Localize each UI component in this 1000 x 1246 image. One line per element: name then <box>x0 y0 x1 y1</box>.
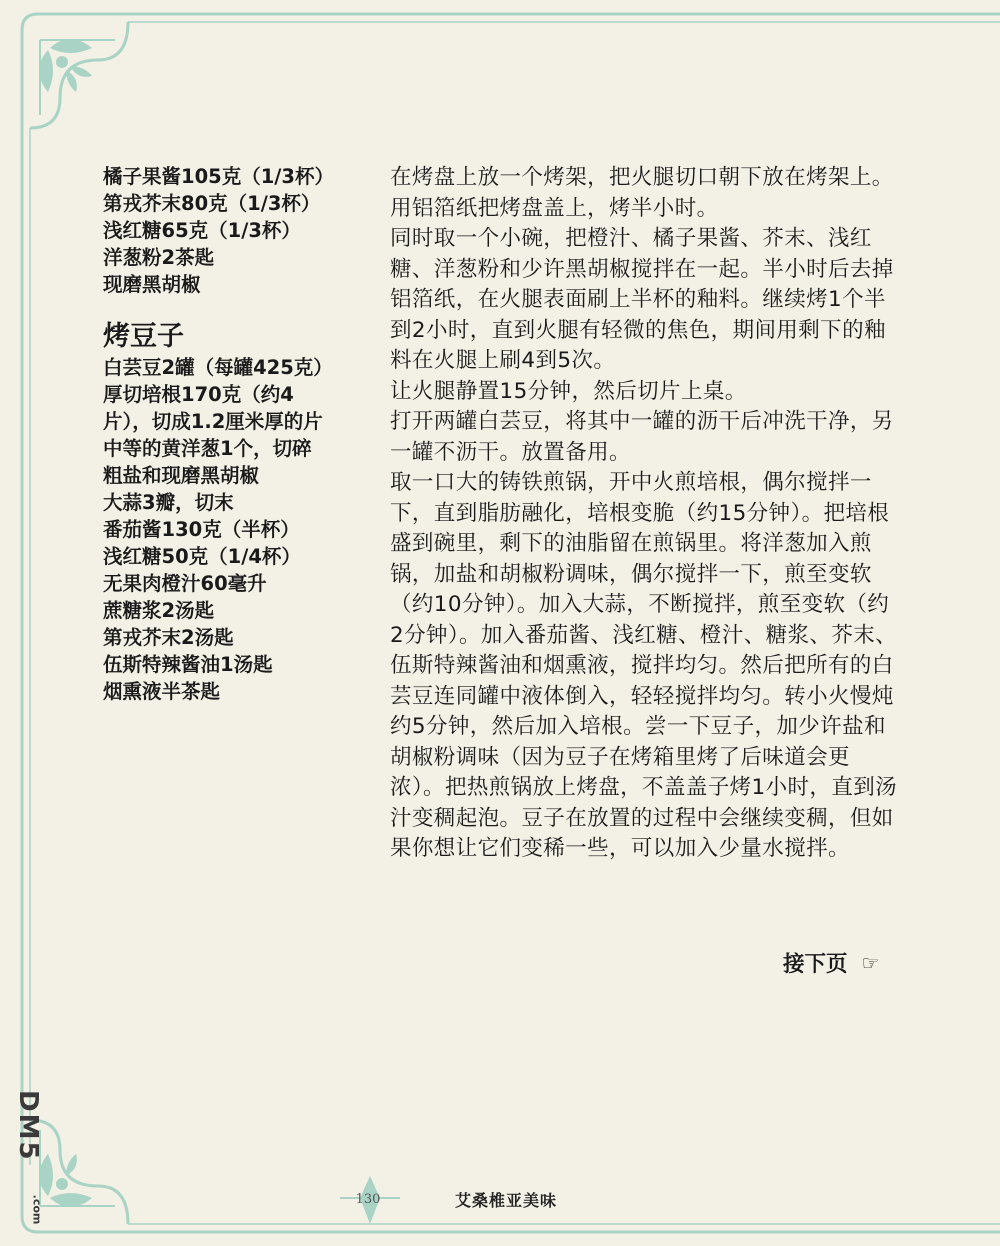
ingredient-item: 白芸豆2罐（每罐425克） <box>103 356 333 379</box>
page-number: 130 <box>355 1192 381 1207</box>
ingredients-list-beans <box>103 354 335 705</box>
ingredient-item: 中等的黄洋葱1个，切碎 <box>103 437 312 460</box>
ingredient-item: 橘子果酱105克（1/3杯） <box>103 165 334 188</box>
pointing-hand-icon: ☞ <box>861 950 880 975</box>
watermark-domain: .com <box>30 1194 44 1225</box>
ingredients-list-ham <box>103 163 335 298</box>
watermark-logo: DM5 <box>13 1090 43 1162</box>
instruction-paragraph: 取一口大的铸铁煎锅，开中火煎培根，偶尔搅拌一下，直到脂肪融化，培根变脆（约15分钟）。把培根盛到碗里，剩下的油脂留在煎锅里。将洋葱加入煎锅，加盐和胡椒粉调味，偶尔搅拌一下，煎至变软（约10分钟）。加入大蒜，不断搅拌，煎至变软（约2分钟）。加入番茄酱、浅红糖、橙汁、糖浆、芥末、伍斯特辣酱油和烟熏液，搅拌均匀。然后把所有的白芸豆连同罐中液体倒入，轻轻搅拌均匀。转小火慢炖约5分钟，然后加入培根。尝一下豆子，加少许盐和胡椒粉调味（因为豆子在烤箱里烤了后味道会更浓）。把热煎锅放上烤盘，不盖盖子烤1小时，直到汤汁变稠起泡。豆子在放置的过程中会继续变稠，但如果你想让它们变稀一些，可以加入少量水搅拌。 <box>390 470 898 861</box>
section-title-baked-beans: 烤豆子 <box>103 321 184 352</box>
ingredients-column <box>103 163 335 705</box>
instruction-paragraph: 让火腿静置15分钟，然后切片上桌。 <box>390 378 747 404</box>
ingredient-item: 伍斯特辣酱油1汤匙 <box>103 653 273 676</box>
ingredient-item: 无果肉橙汁60毫升 <box>103 572 267 595</box>
ingredient-item: 第戎芥末2汤匙 <box>103 626 234 649</box>
instruction-paragraph: 同时取一个小碗，把橙汁、橘子果酱、芥末、浅红糖、洋葱粉和少许黑胡椒搅拌在一起。半小时后去掉铝箔纸，在火腿表面刷上半杯的釉料。继续烤1个半到2小时，直到火腿有轻微的焦色，期间用剩下的釉料在火腿上刷4到5次。 <box>390 226 894 373</box>
ingredient-item: 厚切培根170克（约4片），切成1.2厘米厚的片 <box>103 383 323 433</box>
instruction-paragraph: 在烤盘上放一个烤架，把火腿切口朝下放在烤架上。用铝箔纸把烤盘盖上，烤半小时。 <box>390 165 894 221</box>
ingredient-item: 蔗糖浆2汤匙 <box>103 599 215 622</box>
ingredient-item: 第戎芥末80克（1/3杯） <box>103 192 321 215</box>
instruction-paragraph: 打开两罐白芸豆，将其中一罐的沥干后冲洗干净，另一罐不沥干。放置备用。 <box>390 409 894 465</box>
next-page-label: 接下页 <box>783 952 848 977</box>
ingredient-item: 粗盐和现磨黑胡椒 <box>103 464 260 487</box>
ingredient-item: 番茄酱130克（半杯） <box>103 518 300 541</box>
continue-next-page[interactable] <box>783 947 879 978</box>
ingredient-item: 浅红糖65克（1/3杯） <box>103 219 301 242</box>
instructions-column <box>390 163 900 865</box>
ingredient-item: 浅红糖50克（1/4杯） <box>103 545 301 568</box>
ingredient-item: 烟熏液半茶匙 <box>103 680 221 703</box>
site-watermark <box>8 1085 48 1245</box>
ingredient-item: 大蒜3瓣，切末 <box>103 491 234 514</box>
ingredient-item: 现磨黑胡椒 <box>103 273 201 296</box>
ingredient-item: 洋葱粉2茶匙 <box>103 246 215 269</box>
book-title: 艾桑椎亚美味 <box>455 1191 558 1210</box>
